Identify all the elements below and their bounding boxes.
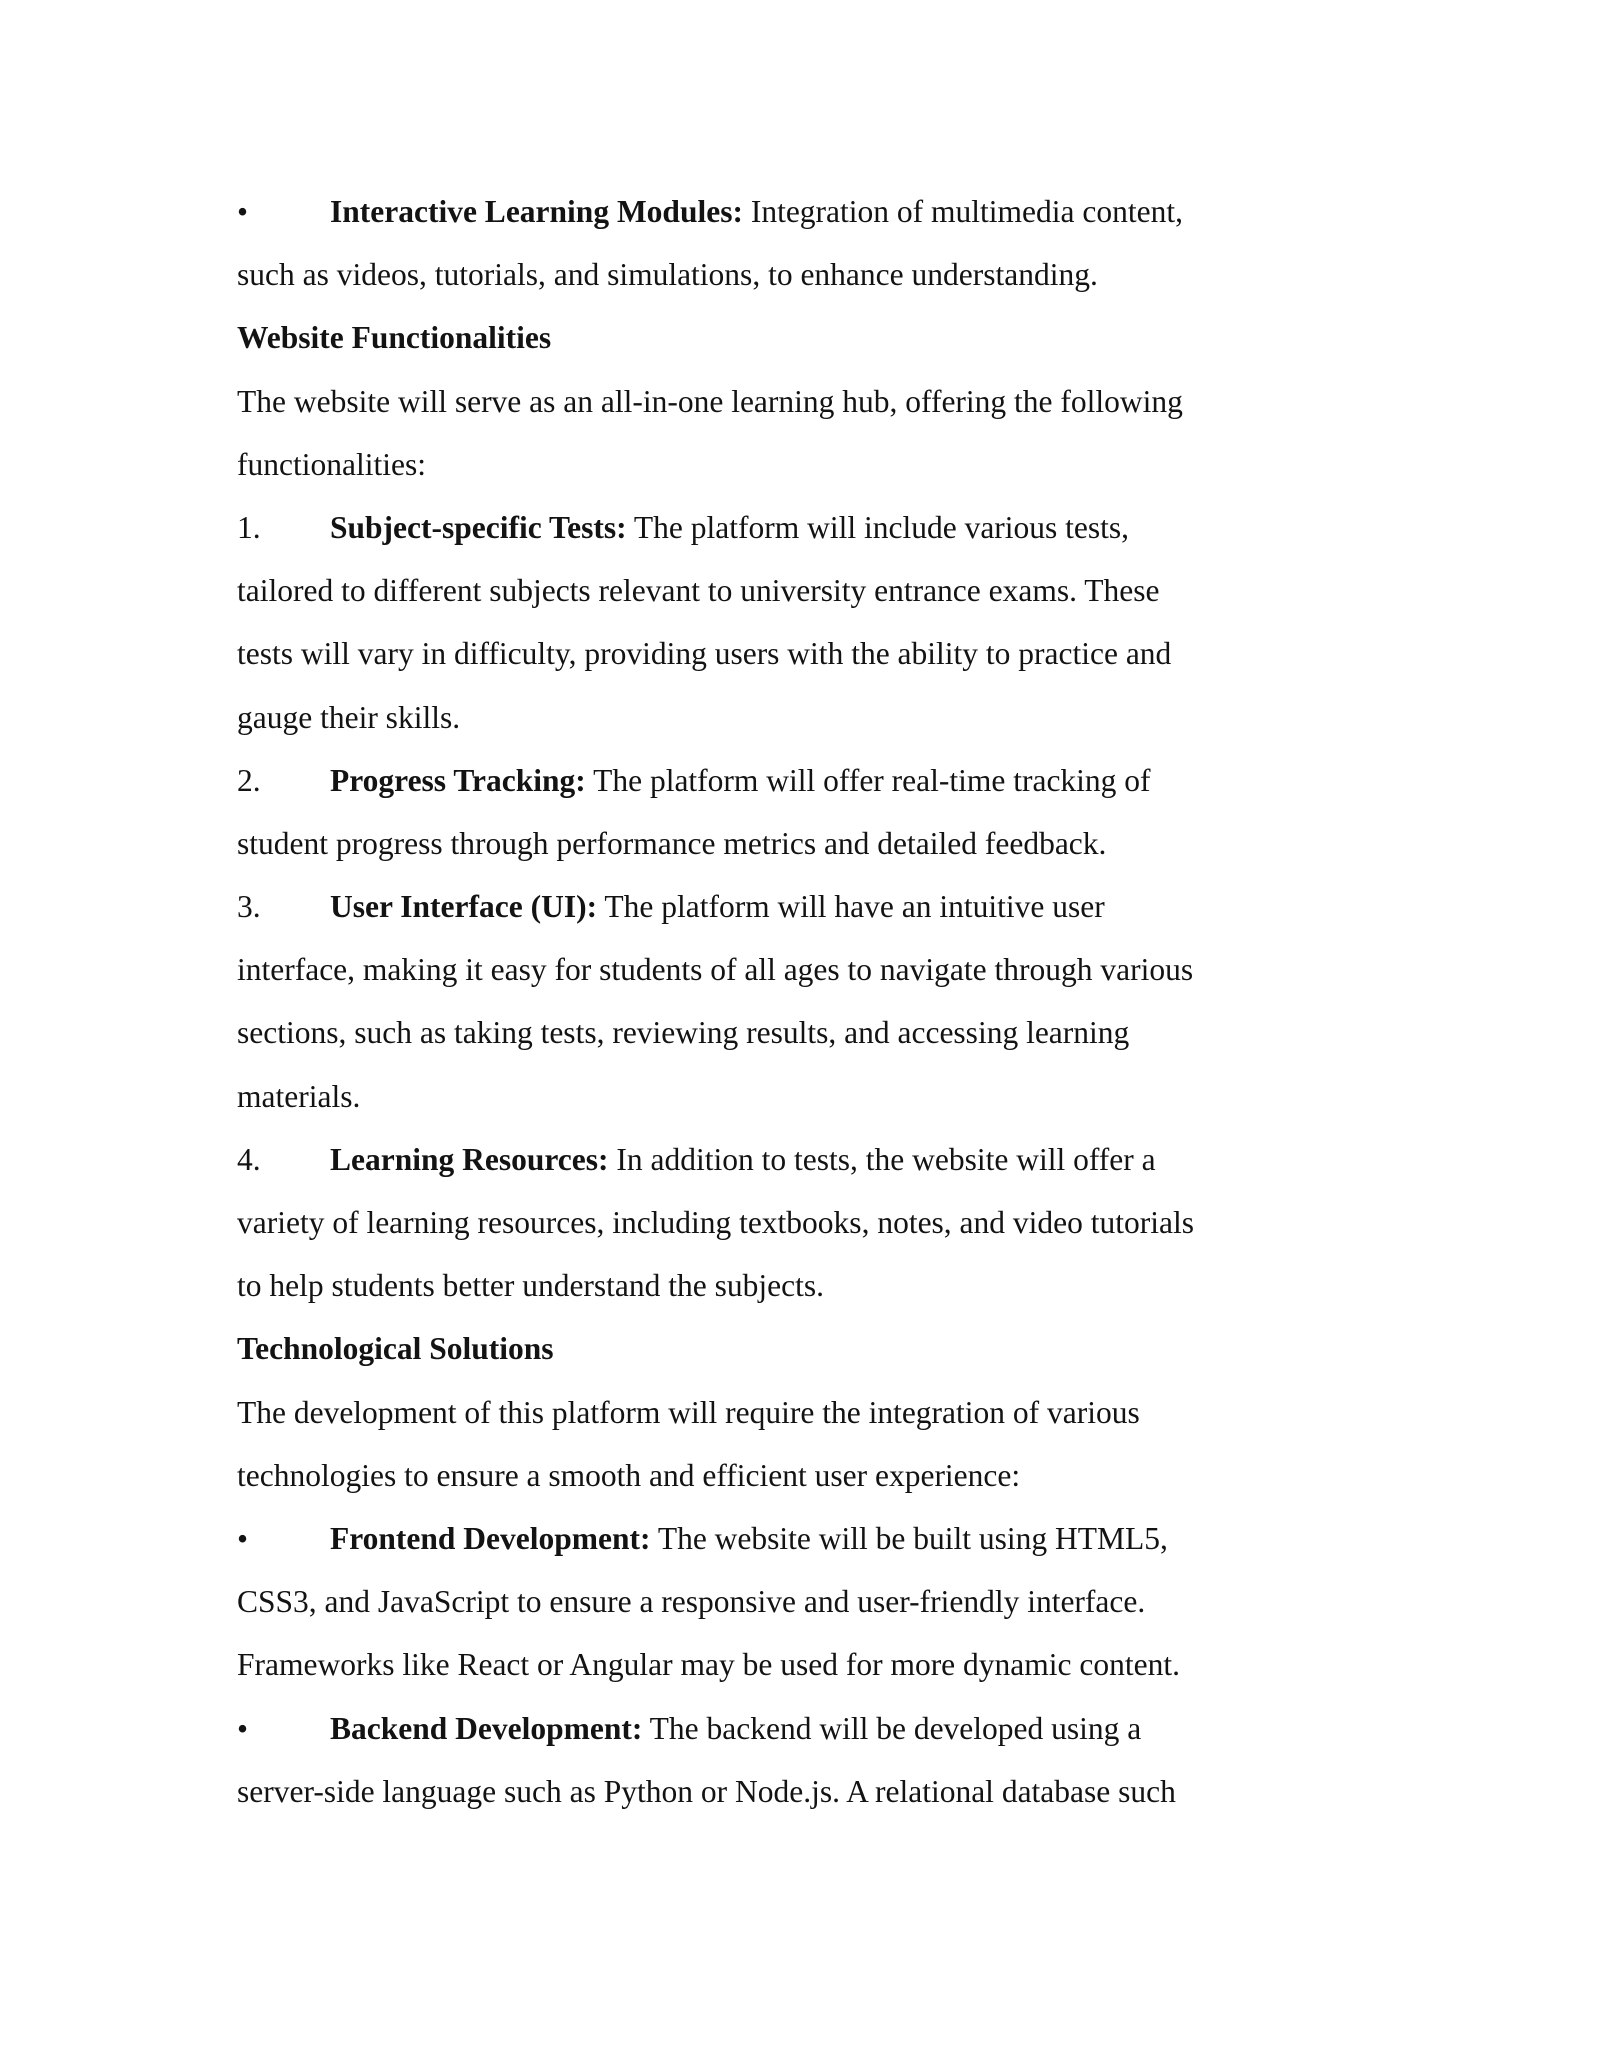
bold-lead-text: Interactive Learning Modules: <box>330 194 743 229</box>
text-line <box>237 559 1387 622</box>
text-lines <box>237 180 1387 1823</box>
line-text: The platform will offer real-time tracking of <box>585 762 1151 798</box>
line-text: The backend will be developed using a <box>642 1710 1142 1746</box>
line-text: sections, such as taking tests, reviewing results, and accessing learning <box>237 1015 1130 1051</box>
text-line <box>237 686 1387 749</box>
bullet-marker: • <box>237 194 249 229</box>
line-text: materials. <box>237 1078 361 1114</box>
text-line <box>237 433 1387 496</box>
line-text: gauge their skills. <box>237 699 461 735</box>
bold-lead-text: User Interface (UI): <box>330 889 598 925</box>
text-line <box>237 370 1387 433</box>
line-text: In addition to tests, the website will offer a <box>608 1141 1156 1177</box>
text-line <box>237 1191 1387 1254</box>
line-text: interface, making it easy for students of all ages to navigate through various <box>237 952 1194 988</box>
bold-lead-text: Backend Development: <box>330 1710 643 1746</box>
text-line <box>237 812 1387 875</box>
number-marker: 2. <box>237 762 261 798</box>
line-text: Integration of multimedia content, <box>742 194 1183 229</box>
line-text: tailored to different subjects relevant to university entrance exams. These <box>237 573 1160 609</box>
text-line <box>237 1381 1387 1444</box>
text-line <box>237 1065 1387 1128</box>
line-text: The website will serve as an all-in-one learning hub, offering the following <box>237 383 1183 419</box>
bold-lead-text: Website Functionalities <box>237 320 552 356</box>
line-text: student progress through performance metrics and detailed feedback. <box>237 825 1107 861</box>
number-marker: 4. <box>237 1141 261 1177</box>
text-line <box>237 1507 1387 1570</box>
line-text: variety of learning resources, including textbooks, notes, and video tutorials <box>237 1205 1195 1240</box>
line-text: technologies to ensure a smooth and efficient user experience: <box>237 1457 1021 1493</box>
text-line <box>237 1001 1387 1064</box>
line-text: Frameworks like React or Angular may be used for more dynamic content. <box>237 1647 1180 1683</box>
line-text: tests will vary in difficulty, providing users with the ability to practice and <box>237 636 1172 672</box>
bold-lead-text: Subject-specific Tests: <box>330 509 627 545</box>
text-line <box>237 1254 1387 1317</box>
line-text: to help students better understand the subjects. <box>237 1268 824 1304</box>
text-line <box>237 1697 1387 1760</box>
text-line <box>237 1128 1387 1191</box>
line-text: functionalities: <box>237 446 426 482</box>
text-line <box>237 243 1387 306</box>
bullet-marker: • <box>237 1710 249 1746</box>
number-marker: 1. <box>237 509 261 545</box>
text-line <box>237 306 1387 369</box>
text-line <box>237 622 1387 685</box>
text-line <box>237 1317 1387 1380</box>
text-line <box>237 496 1387 559</box>
text-line <box>237 1570 1387 1633</box>
text-line <box>237 1760 1387 1823</box>
text-line <box>237 875 1387 938</box>
text-line <box>237 938 1387 1001</box>
text-line <box>237 749 1387 812</box>
line-text: such as videos, tutorials, and simulations, to enhance understanding. <box>237 257 1098 293</box>
text-line <box>237 1444 1387 1507</box>
text-line <box>237 1633 1387 1696</box>
line-text: The website will be built using HTML5, <box>650 1520 1168 1556</box>
bullet-marker: • <box>237 1520 249 1556</box>
bold-lead-text: Technological Solutions <box>237 1331 554 1367</box>
bold-lead-text: Frontend Development: <box>330 1520 651 1556</box>
line-text: CSS3, and JavaScript to ensure a responsive and user-friendly interface. <box>237 1584 1146 1620</box>
bold-lead-text: Learning Resources: <box>330 1141 609 1177</box>
line-text: server-side language such as Python or Node.js. A relational database such <box>237 1773 1176 1809</box>
line-text: The platform will include various tests, <box>626 509 1130 545</box>
bold-lead-text: Progress Tracking: <box>330 762 586 798</box>
line-text: The platform will have an intuitive user <box>597 889 1105 925</box>
line-text: The development of this platform will require the integration of various <box>237 1394 1140 1430</box>
number-marker: 3. <box>237 889 261 925</box>
text-line <box>237 180 1387 243</box>
